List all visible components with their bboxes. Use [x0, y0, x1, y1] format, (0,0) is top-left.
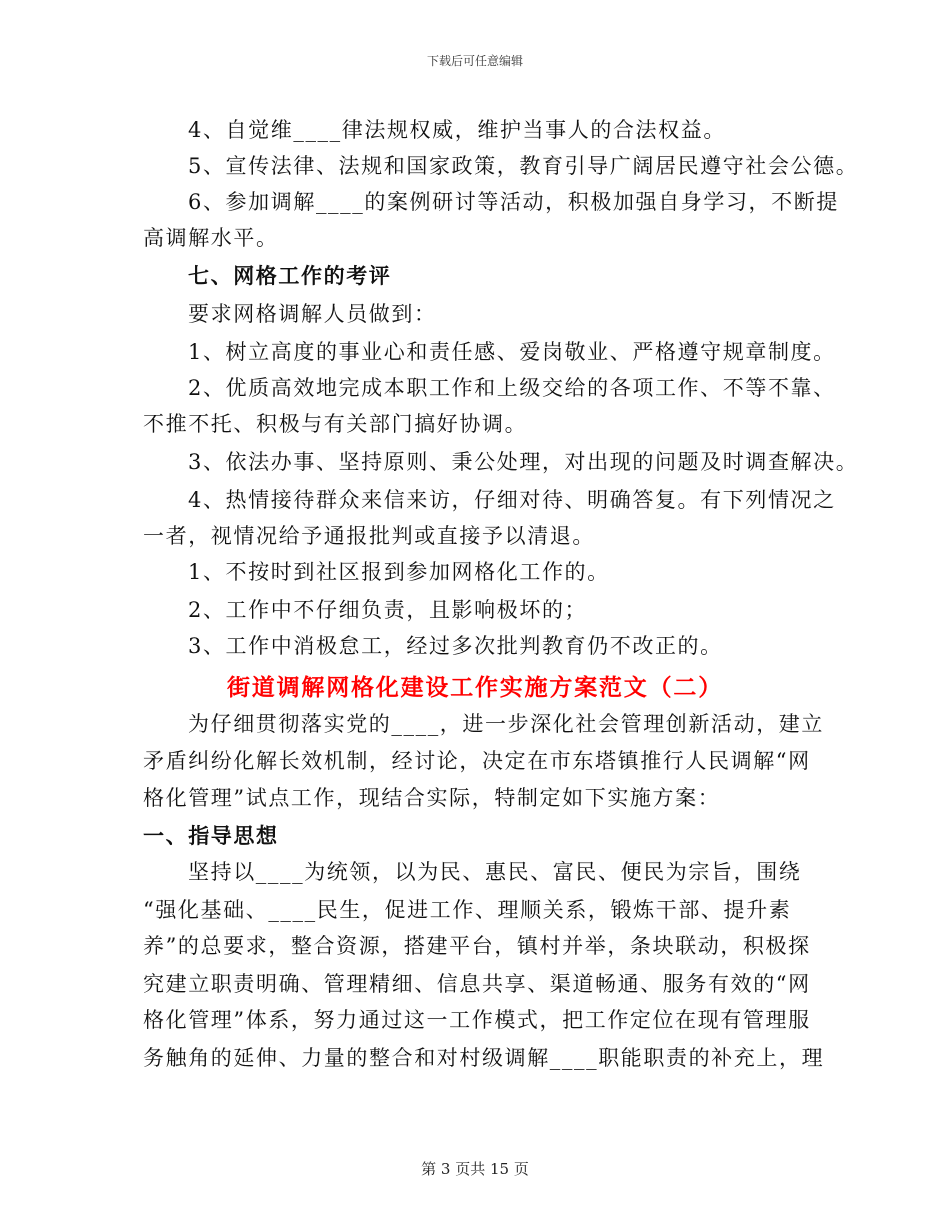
paragraph-line: 究建立职责明确、管理精细、信息共享、渠道畅通、服务有效的“网	[143, 972, 811, 996]
paragraph-line: 为仔细贯彻落实党的____，进一步深化社会管理创新活动，建立	[188, 712, 824, 736]
paragraph-line: 1、树立高度的事业心和责任感、爱岗敬业、严格遵守规章制度。	[188, 340, 836, 364]
paragraph-line: 务触角的延伸、力量的整合和对村级调解____职能职责的补充上，理	[143, 1046, 825, 1070]
paragraph-line: 坚持以____为统领，以为民、惠民、富民、便民为宗旨，围绕	[188, 860, 802, 884]
paragraph-line: 高调解水平。	[143, 226, 279, 250]
paragraph-line: 2、优质高效地完成本职工作和上级交给的各项工作、不等不靠、	[188, 376, 836, 400]
paragraph-line: 5、宣传法律、法规和国家政策，教育引导广阔居民遵守社会公德。	[188, 154, 859, 178]
paragraph-line: 不推不托、积极与有关部门搞好协调。	[143, 412, 528, 436]
paragraph-line: 格化管理”试点工作，现结合实际，特制定如下实施方案：	[143, 786, 721, 810]
paragraph-line: 3、依法办事、坚持原则、秉公处理，对出现的问题及时调查解决。	[188, 450, 859, 474]
paragraph-line: 4、热情接待群众来信来访，仔细对待、明确答复。有下列情况之	[188, 488, 836, 512]
paragraph-line: 一者，视情况给予通报批判或直接予以清退。	[143, 524, 595, 548]
section-heading: 一、指导思想	[143, 823, 279, 848]
paragraph-line: 3、工作中消极怠工，经过多次批判教育仍不改正的。	[188, 634, 723, 658]
paragraph-line: 1、不按时到社区报到参加网格化工作的。	[188, 560, 610, 584]
paragraph-line: 2、工作中不仔细负责，且影响极坏的；	[188, 598, 588, 622]
page-header: 下载后可任意编辑	[426, 54, 523, 68]
document-title: 街道调解网格化建设工作实施方案范文（二）	[227, 674, 723, 701]
paragraph-line: 矛盾纠纷化解长效机制，经讨论，决定在市东塔镇推行人民调解“网	[143, 749, 811, 773]
section-heading: 七、网格工作的考评	[188, 263, 392, 288]
paragraph-line: 格化管理”体系，努力通过这一工作模式，把工作定位在现有管理服	[143, 1008, 811, 1032]
paragraph-line: “强化基础、____民生，促进工作、理顺关系，锻炼干部、提升素	[143, 898, 792, 922]
paragraph-line: 4、自觉维____律法规权威，维护当事人的合法权益。	[188, 118, 726, 142]
page-number: 第 3 页共 15 页	[421, 1160, 529, 1178]
paragraph-line: 养”的总要求，整合资源，搭建平台，镇村并举，条块联动，积极探	[143, 934, 811, 958]
paragraph-line: 6、参加调解____的案例研讨等活动，积极加强自身学习，不断提	[188, 190, 839, 214]
paragraph-line: 要求网格调解人员做到：	[188, 302, 437, 326]
